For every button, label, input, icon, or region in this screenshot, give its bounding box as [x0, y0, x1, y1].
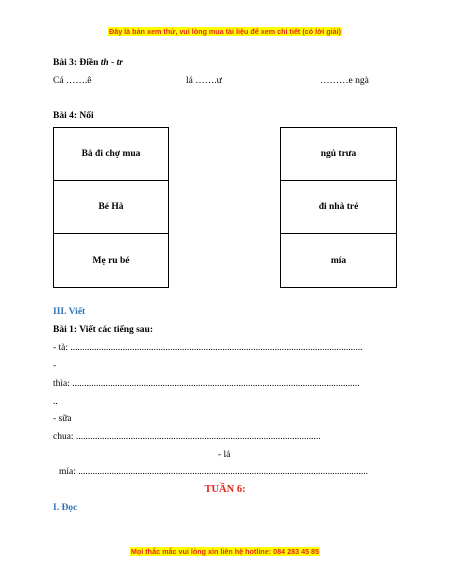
match-right-1: ngủ trưa [280, 127, 397, 181]
bai3-item-2: lá …….ư [186, 76, 222, 86]
section-doc-heading: I. Đọc [53, 503, 78, 513]
section-viet-heading: III. Viết [53, 307, 86, 317]
match-right-2: đi nhà trẻ [280, 180, 397, 234]
bai3-title: Bài 3: Điền th - tr [53, 58, 123, 68]
week-heading: TUẦN 6: [204, 484, 246, 495]
hotline-banner: Mọi thắc mắc vui lòng xin liên hệ hotline: 084 283 45 85 [130, 547, 320, 556]
match-left-3: Mẹ ru bé [53, 233, 169, 288]
write-line: thìa: ......................................................................................................................... [53, 379, 360, 389]
write-line: - lá [218, 450, 231, 460]
bai4-title: Bài 4: Nối [53, 111, 94, 121]
write-line: chua: ....................................................................................................... [53, 432, 321, 442]
match-left-2: Bé Hà [53, 180, 169, 234]
write-line: .. [53, 397, 58, 407]
preview-banner: Đây là bản xem thử, vui lòng mua tài liệu để xem chi tiết (có lời giải) [109, 27, 341, 36]
write-line: - tà: ........................................................................................................................... [53, 343, 363, 353]
write-line: - [53, 361, 57, 371]
write-line: mía: .......................................................................................................................... [59, 467, 369, 477]
match-left-1: Bà đi chợ mua [53, 127, 169, 181]
bai1-title: Bài 1: Viết các tiếng sau: [53, 325, 154, 335]
bai3-item-3: ………e ngà [320, 76, 369, 86]
write-line: - sữa [53, 414, 72, 424]
match-right-3: mía [280, 233, 397, 288]
bai3-item-1: Cá …….ê [53, 76, 92, 86]
